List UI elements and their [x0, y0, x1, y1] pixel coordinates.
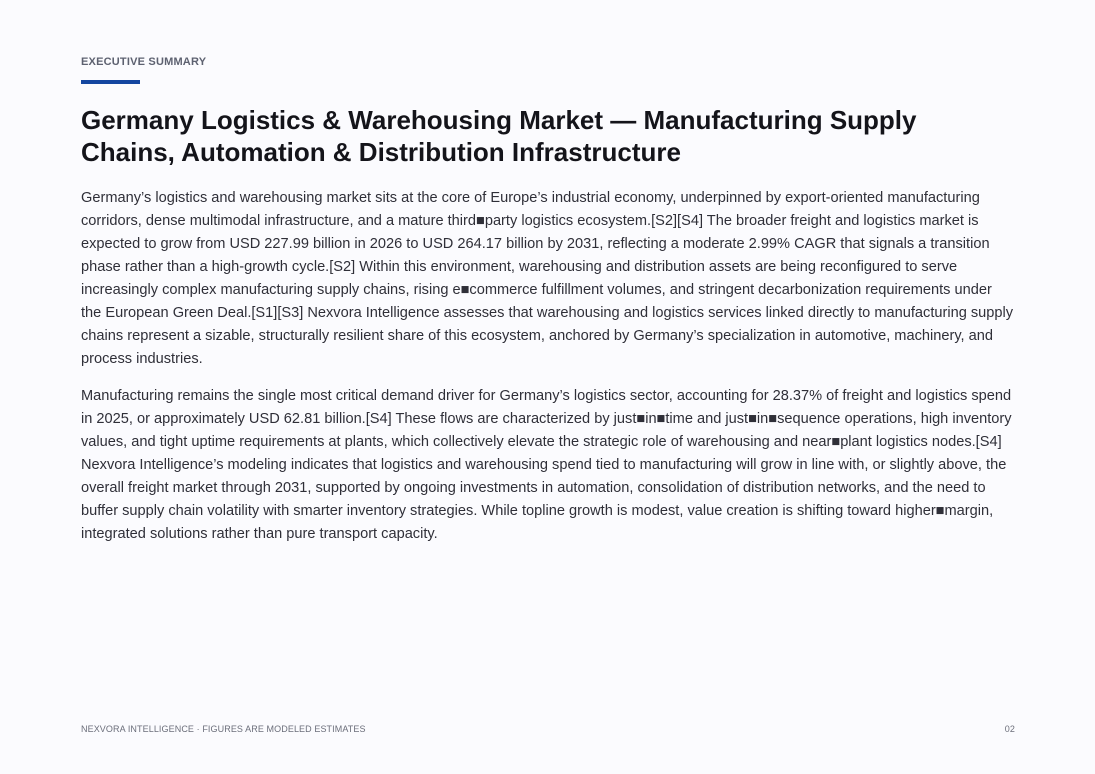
summary-paragraph-1: Germany’s logistics and warehousing market sits at the core of Europe’s industrial economy, underpinned by export-oriented manufacturing corridors, dense multimodal infrastructure, and a mature third■party logistics ecosystem.[S2][S4] The broader freight and logistics market is expected to grow from USD 227.99 billion in 2026 to USD 264.17 billion by 2031, reflecting a moderate 2.99% CAGR that signals a transition phase rather than a high-growth cycle.[S2] Within this environment, warehousing and distribution assets are being reconfigured to serve increasingly complex manufacturing supply chains, rising e■commerce fulfillment volumes, and stringent decarbonization requirements under the European Green Deal.[S1][S3] Nexvora Intelligence assesses that warehousing and logistics services linked directly to manufacturing supply chains represent a sizable, structurally resilient share of this ecosystem, anchored by Germany’s specialization in automotive, machinery, and process industries.	[81, 190, 1014, 367]
summary-paragraph-2: Manufacturing remains the single most critical demand driver for Germany’s logistics sector, accounting for 28.37% of freight and logistics spend in 2025, or approximately USD 62.81 billion.[S4] These flows are characterized by just■in■time and just■in■sequence operations, high inventory values, and tight uptime requirements at plants, which collectively elevate the strategic role of warehousing and near■plant logistics nodes.[S4] Nexvora Intelligence’s modeling indicates that logistics and warehousing spend tied to manufacturing will grow in line with, or slightly above, the overall freight market through 2031, supported by ongoing investments in automation, consolidation of distribution networks, and the need to buffer supply chain volatility with smarter inventory strategies. While topline growth is modest, value creation is shifting toward higher■margin, integrated solutions rather than pure transport capacity.	[81, 388, 1012, 542]
page-number: 02	[1004, 724, 1015, 734]
report-page	[81, 0, 1015, 774]
page-title: Germany Logistics & Warehousing Market — Manufacturing Supply Chains, Automation & Distribution Infrastructure	[81, 105, 917, 167]
footer-source-note: NEXVORA INTELLIGENCE · FIGURES ARE MODELED ESTIMATES	[81, 724, 366, 734]
accent-bar	[81, 80, 140, 84]
section-label: EXECUTIVE SUMMARY	[81, 56, 207, 68]
summary-body	[81, 187, 1015, 560]
